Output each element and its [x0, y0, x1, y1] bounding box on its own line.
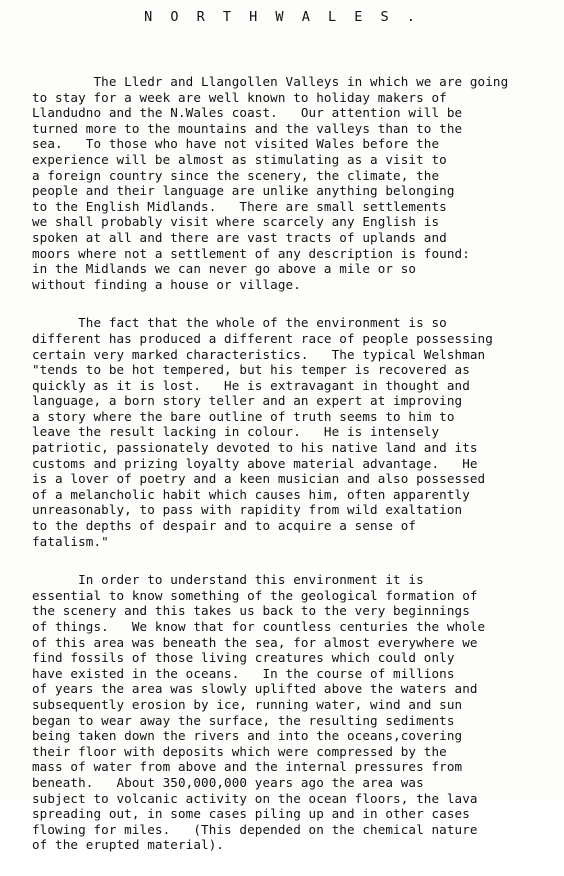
text-line: the scenery and this takes us back to the very beginnings: [32, 603, 470, 619]
text-line: subject to volcanic activity on the ocean floors, the lava: [32, 790, 478, 806]
text-line: essential to know something of the geological formation of: [32, 587, 478, 603]
text-line: of years the area was slowly uplifted above the waters and: [32, 681, 478, 697]
text-line: people and their language are unlike anything belonging: [32, 183, 455, 199]
text-line: their floor with deposits which were compressed by the: [32, 743, 447, 759]
text-line: leave the result lacking in colour. He is intensely: [32, 424, 440, 440]
text-line: of a melancholic habit which causes him, often apparently: [32, 486, 470, 502]
text-line: certain very marked characteristics. The typical Welshman: [32, 346, 486, 362]
text-line: find fossils of those living creatures which could only: [32, 650, 455, 666]
paragraph: [32, 572, 557, 853]
text-line: in the Midlands we can never go above a mile or so: [32, 261, 417, 277]
text-line: moors where not a settlement of any description is found:: [32, 245, 470, 261]
text-line: without finding a house or village.: [32, 276, 301, 292]
text-line: began to wear away the surface, the resulting sediments: [32, 712, 455, 728]
text-line: patriotic, passionately devoted to his native land and its: [32, 440, 478, 456]
text-line: we shall probably visit where scarcely any English is: [32, 214, 440, 230]
text-line: to the depths of despair and to acquire a sense of: [32, 518, 417, 534]
text-line: of this area was beneath the sea, for almost everywhere we: [32, 634, 478, 650]
paragraph: [32, 315, 557, 549]
text-line: The Lledr and Llangollen Valleys in which we are going: [32, 74, 509, 89]
text-line: a story where the bare outline of truth seems to him to: [32, 408, 455, 424]
text-line: experience will be almost as stimulating as a visit to: [32, 151, 447, 167]
document-body: [32, 74, 557, 876]
text-line: of the erupted material).: [32, 837, 225, 853]
text-line: quickly as it is lost. He is extravagant in thought and: [32, 377, 470, 393]
text-line: subsequently erosion by ice, running water, wind and sun: [32, 696, 463, 712]
text-line: The fact that the whole of the environment is so: [32, 315, 447, 331]
text-line: different has produced a different race of people possessing: [32, 330, 493, 346]
page-title: N O R T H W A L E S .: [144, 9, 420, 25]
text-line: flowing for miles. (This depended on the chemical nature: [32, 821, 478, 837]
text-line: to the English Midlands. There are small settlements: [32, 198, 447, 214]
text-line: to stay for a week are well known to holiday makers of: [32, 89, 447, 105]
text-line: language, a born story teller and an expert at improving: [32, 393, 463, 409]
text-line: sea. To those who have not visited Wales before the: [32, 136, 440, 152]
text-line: "tends to be hot tempered, but his temper is recovered as: [32, 362, 470, 378]
text-line: Llandudno and the N.Wales coast. Our attention will be: [32, 105, 463, 121]
text-line: turned more to the mountains and the valleys than to the: [32, 120, 463, 136]
text-line: spreading out, in some cases piling up and in other cases: [32, 806, 470, 822]
text-line: mass of water from above and the internal pressures from: [32, 759, 463, 775]
text-line: of things. We know that for countless centuries the whole: [32, 619, 486, 634]
text-line: fatalism.": [32, 533, 109, 549]
paragraph: [32, 74, 557, 292]
text-line: customs and prizing loyalty above material advantage. He: [32, 455, 478, 471]
text-line: In order to understand this environment it is: [32, 572, 424, 588]
text-line: have existed in the oceans. In the course of millions: [32, 665, 455, 681]
text-line: is a lover of poetry and a keen musician and also possessed: [32, 471, 486, 487]
text-line: beneath. About 350,000,000 years ago the area was: [32, 774, 424, 790]
text-line: spoken at all and there are vast tracts of uplands and: [32, 229, 447, 245]
text-line: a foreign country since the scenery, the climate, the: [32, 167, 440, 183]
text-line: unreasonably, to pass with rapidity from wild exaltation: [32, 502, 463, 518]
text-line: being taken down the rivers and into the oceans,covering: [32, 728, 463, 744]
